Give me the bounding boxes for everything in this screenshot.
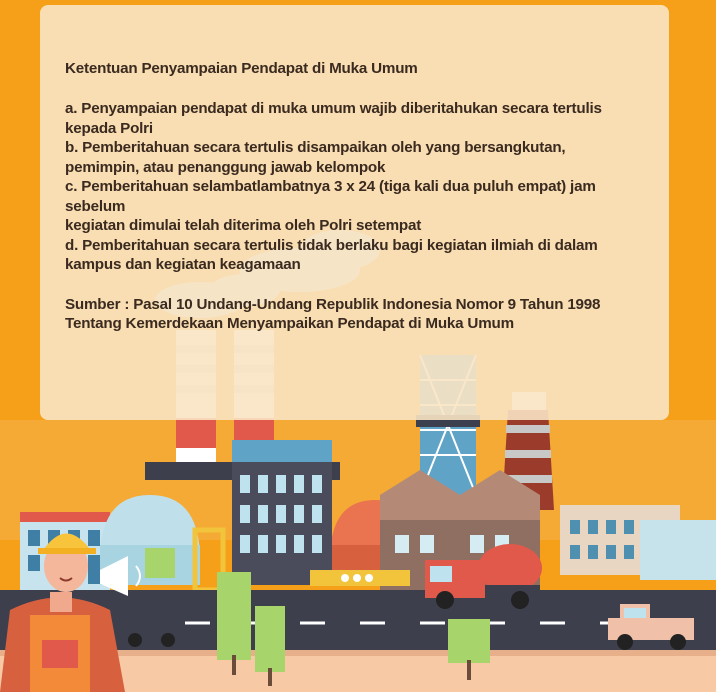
card-title: Ketentuan Penyampaian Pendapat di Muka Umum xyxy=(65,60,418,77)
card-line: c. Pemberitahuan selambatlambatnya 3 x 24 (tiga kali dua puluh empat) jam xyxy=(65,178,596,195)
card-line: kampus dan kegiatan keagamaan xyxy=(65,256,301,273)
card-line: sebelum xyxy=(65,197,126,215)
source-line: Tentang Kemerdekaan Menyampaikan Pendapat di Muka Umum xyxy=(65,315,514,332)
card-line: a. Penyampaian pendapat di muka umum wajib diberitahukan secara tertulis xyxy=(65,100,602,117)
info-card xyxy=(40,5,669,420)
card-line: kegiatan dimulai telah diterima oleh Polri setempat xyxy=(65,217,422,234)
card-line: pemimpin, atau penanggung jawab kelompok xyxy=(65,158,386,176)
source-line: Sumber : Pasal 10 Undang-Undang Republik Indonesia Nomor 9 Tahun 1998 xyxy=(65,295,601,313)
card-line: kepada Polri xyxy=(65,119,153,137)
card-line: b. Pemberitahuan secara tertulis disampaikan oleh yang bersangkutan, xyxy=(65,139,566,156)
card-line: d. Pemberitahuan secara tertulis tidak berlaku bagi kegiatan ilmiah di dalam xyxy=(65,236,598,254)
